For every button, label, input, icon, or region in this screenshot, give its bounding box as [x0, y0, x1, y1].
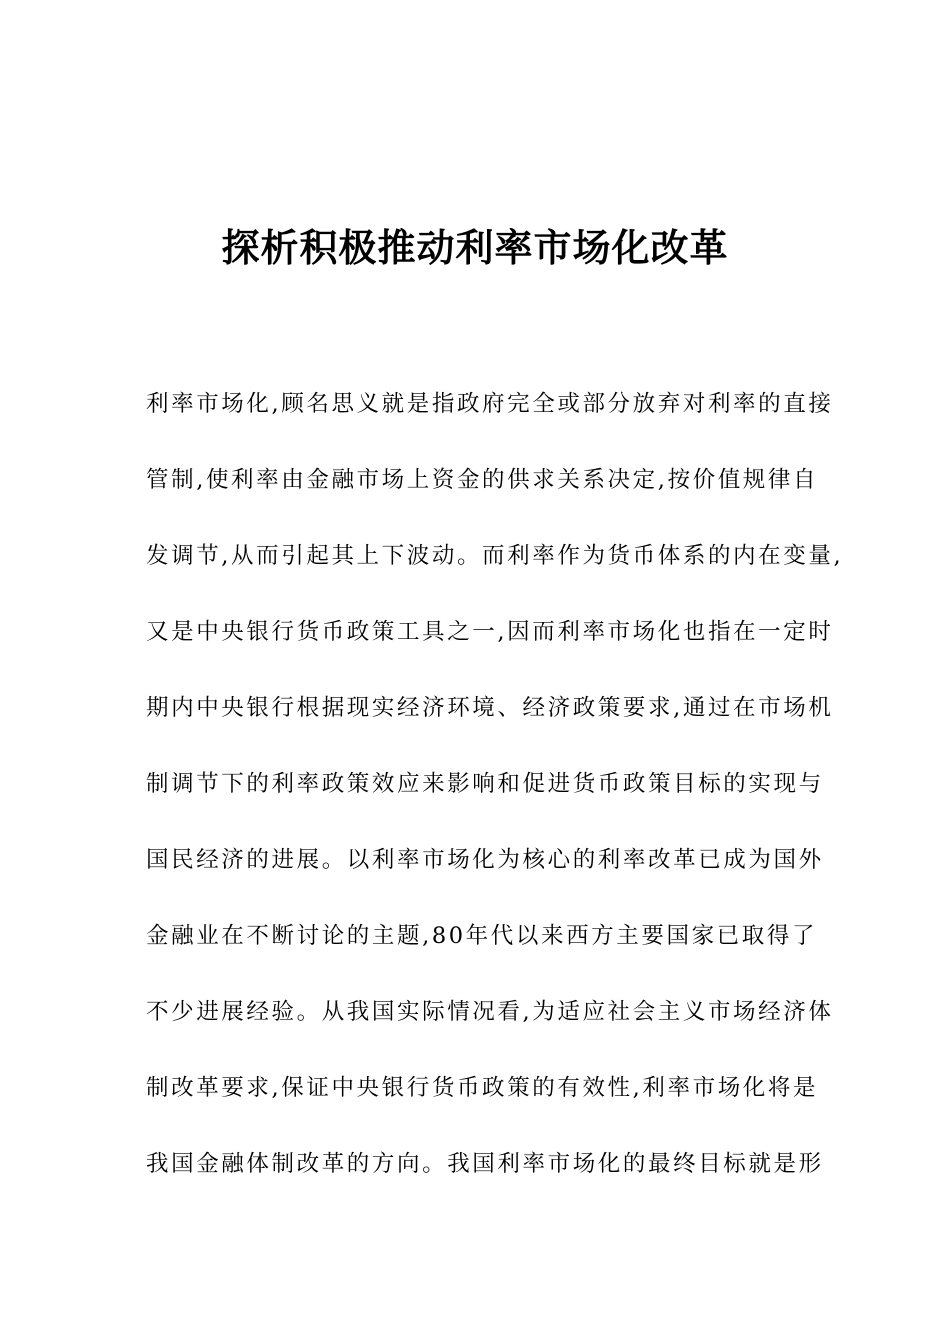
body-line-9: 不少进展经验。从我国实际情况看,为适应社会主义市场经济体: [146, 999, 834, 1025]
body-line-11: 我国金融体制改革的方向。我国利率市场化的最终目标就是形: [146, 1151, 824, 1177]
body-line-3: 发调节,从而引起其上下波动。而利率作为货币体系的内在变量,: [146, 543, 844, 569]
body-line-4: 又是中央银行货币政策工具之一,因而利率市场化也指在一定时: [146, 619, 834, 645]
document-title: 探析积极推动利率市场化改革: [221, 226, 729, 270]
body-line-1: 利率市场化,顾名思义就是指政府完全或部分放弃对利率的直接: [146, 391, 834, 417]
body-line-10: 制改革要求,保证中央银行货币政策的有效性,利率市场化将是: [146, 1075, 819, 1101]
body-line-6: 制调节下的利率政策效应来影响和促进货币政策目标的实现与: [146, 771, 824, 797]
body-line-7: 国民经济的进展。以利率市场化为核心的利率改革已成为国外: [146, 847, 824, 873]
body-line-8: 金融业在不断讨论的主题,80年代以来西方主要国家已取得了: [146, 923, 818, 949]
body-line-5: 期内中央银行根据现实经济环境、经济政策要求,通过在市场机: [146, 695, 834, 721]
document-body: [146, 380, 844, 1216]
body-line-2: 管制,使利率由金融市场上资金的供求关系决定,按价值规律自: [146, 467, 819, 493]
